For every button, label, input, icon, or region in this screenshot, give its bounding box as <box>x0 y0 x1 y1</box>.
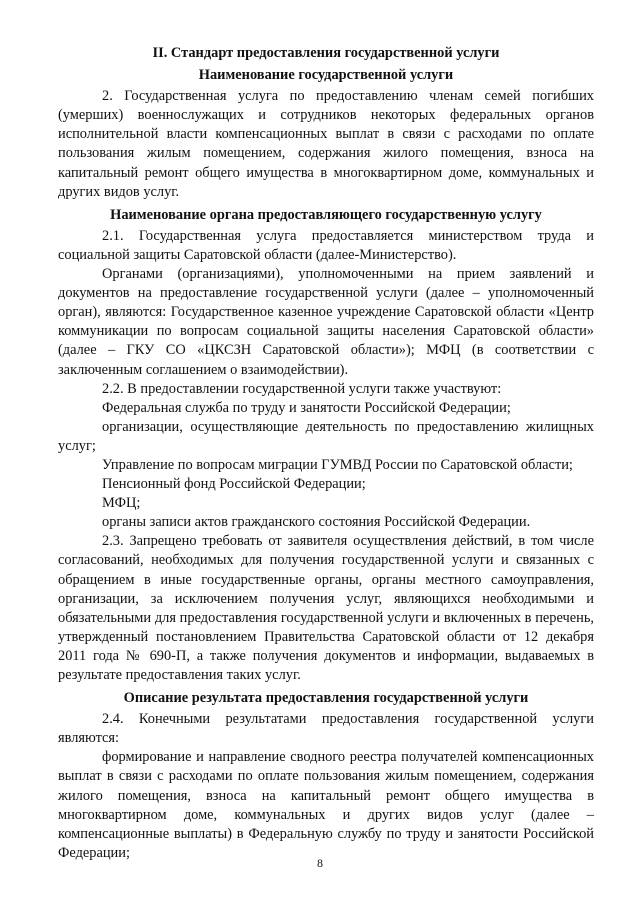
participant-item: МФЦ; <box>102 495 141 512</box>
paragraph-2-3: 2.3. Запрещено требовать от заявителя осуществления действий, в том числе согласований, необходимых для получения государственной услуги и связанных с обращением в иные государственные органы, органы местного самоуправления, организации, за исключением получения услуг, являющихся необходимыми и обязательными для предоставления государственной услуги и включенных в перечень, утвержденный постановлением Правительства Саратовской области от 12 декабря 2011 года № 690-П, а также получения документов и информации, выдаваемых в результате предоставления таких услуг. <box>58 533 594 683</box>
paragraph-2-4: 2.4. Конечными результатами предоставления государственной услуги являются: <box>58 711 594 747</box>
paragraph-result: формирование и направление сводного реестра получателей компенсационных выплат в связи с расходами по оплате пользования жилым помещением, содержания жилого помещения, взноса на капитальный ремонт общего имущества в многоквартирном доме, коммунальных и других видов услуг (далее – компенсационные выплаты) в Федеральную службу по труду и занятости Российской Федерации; <box>58 749 594 861</box>
paragraph-2-2: 2.2. В предоставлении государственной услуги также участвуют: <box>102 380 502 397</box>
section-title: II. Стандарт предоставления государственной услуги <box>152 45 500 61</box>
participant-item: организации, осуществляющие деятельность по предоставлению жилищных услуг; <box>58 418 594 454</box>
heading-providing-organ: Наименование органа предоставляющего государственную услугу <box>110 206 542 223</box>
participant-item: Управление по вопросам миграции ГУМВД России по Саратовской области; <box>102 456 573 473</box>
paragraph-organs: Органами (организациями), уполномоченными на прием заявлений и документов на предоставление государственной услуги (далее – уполномоченный орган), являются: Государственное казенное учреждение Саратовской области «Центр коммуникации по вопросам социальной защиты населения Саратовской области» (далее – ГКУ СО «ЦКСЗН Саратовской области»); МФЦ (в соответствии с заключенным соглашением о взаимодействии). <box>58 266 594 378</box>
participant-item: органы записи актов гражданского состояния Российской Федерации. <box>102 514 531 531</box>
paragraph-2: 2. Государственная услуга по предоставлению членам семей погибших (умерших) военнослужащих и сотрудников некоторых федеральных органов исполнительной власти компенсационных выплат в связи с расходами по оплате пользования жилым помещением, содержания жилого помещения, взноса на капитальный ремонт общего имущества в многоквартирном доме, коммунальных и других видов услуг. <box>58 88 594 200</box>
document-page <box>58 44 594 863</box>
participant-item: Пенсионный фонд Российской Федерации; <box>102 476 366 493</box>
paragraph-2-1: 2.1. Государственная услуга предоставляется министерством труда и социальной защиты Саратовской области (далее-Министерство). <box>58 227 594 263</box>
page-number: 8 <box>317 856 323 870</box>
heading-result-description: Описание результата предоставления государственной услуги <box>123 690 529 707</box>
heading-service-name: Наименование государственной услуги <box>198 67 454 84</box>
participant-item: Федеральная служба по труду и занятости Российской Федерации; <box>102 399 511 416</box>
